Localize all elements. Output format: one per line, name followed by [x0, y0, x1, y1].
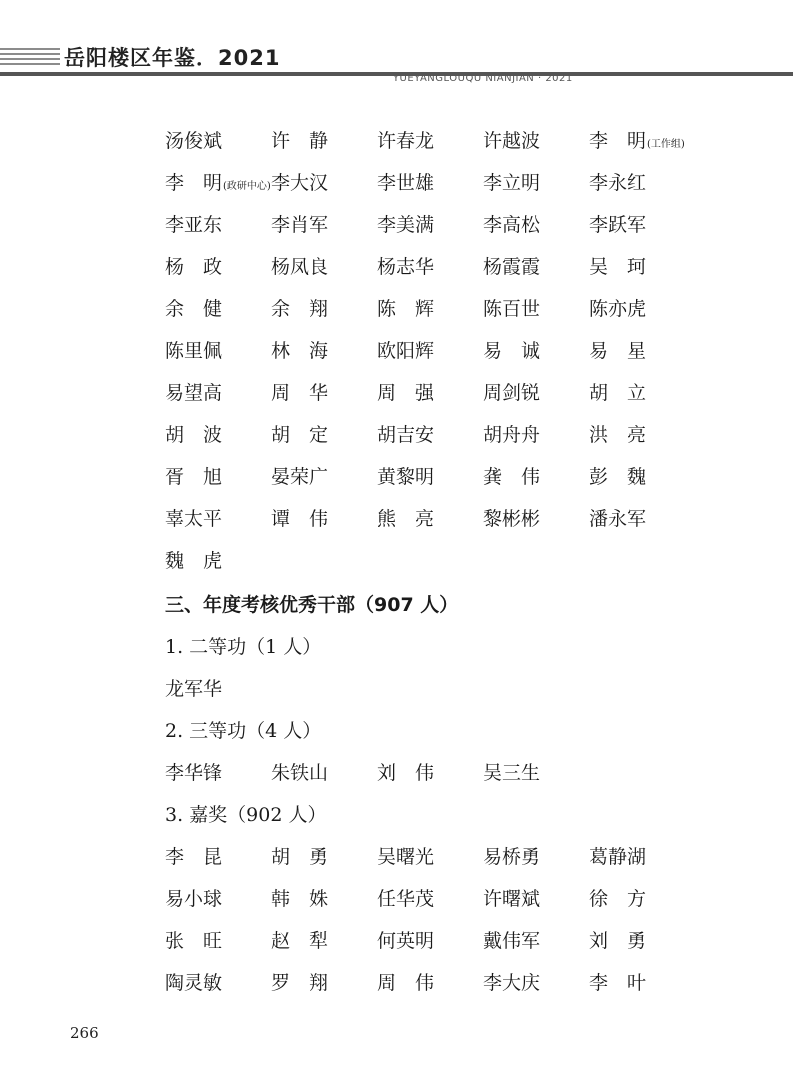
name-cell — [165, 414, 271, 456]
name-affiliation-note: (政研中心) — [223, 181, 271, 192]
name-row — [165, 246, 725, 288]
person-name: 易桥勇 — [483, 846, 541, 868]
name-row — [165, 372, 725, 414]
person-name: 张 旺 — [165, 930, 223, 952]
name-cell — [377, 120, 483, 162]
person-name: 李华锋 — [165, 762, 223, 784]
name-list-continued — [165, 120, 725, 582]
name-row — [165, 120, 725, 162]
person-name: 黎彬彬 — [483, 508, 541, 530]
person-name: 赵 犁 — [271, 930, 329, 952]
name-row — [165, 162, 725, 204]
person-name: 杨 政 — [165, 256, 223, 278]
person-name: 李立明 — [483, 172, 541, 194]
name-cell — [589, 878, 695, 920]
page-number: 266 — [70, 1024, 99, 1042]
person-name: 陈 辉 — [377, 298, 435, 320]
person-name: 刘 勇 — [589, 930, 647, 952]
name-cell — [483, 836, 589, 878]
name-cell — [483, 330, 589, 372]
person-name: 杨霞霞 — [483, 256, 541, 278]
person-name: 葛静湖 — [589, 846, 647, 868]
person-name: 任华茂 — [377, 888, 435, 910]
name-row — [165, 962, 725, 1004]
person-name: 余 翔 — [271, 298, 329, 320]
name-row — [165, 878, 725, 920]
person-name: 许越波 — [483, 130, 541, 152]
name-row — [165, 752, 725, 794]
person-name: 周 伟 — [377, 972, 435, 994]
name-cell — [377, 752, 483, 794]
name-cell — [589, 162, 695, 204]
person-name: 李美满 — [377, 214, 435, 236]
name-list-third-class-merit — [165, 752, 725, 794]
name-row — [165, 204, 725, 246]
person-name: 吴曙光 — [377, 846, 435, 868]
person-name: 易望高 — [165, 382, 223, 404]
person-name: 李大汉 — [271, 172, 329, 194]
person-name: 谭 伟 — [271, 508, 329, 530]
name-cell — [589, 246, 695, 288]
name-row — [165, 288, 725, 330]
name-cell — [165, 836, 271, 878]
name-cell — [483, 962, 589, 1004]
person-name: 许曙斌 — [483, 888, 541, 910]
name-cell — [377, 414, 483, 456]
person-name: 李 昆 — [165, 846, 223, 868]
person-name: 易小球 — [165, 888, 223, 910]
person-name: 胡吉安 — [377, 424, 435, 446]
name-cell — [483, 498, 589, 540]
person-name: 余 健 — [165, 298, 223, 320]
name-cell — [377, 920, 483, 962]
person-name: 黄黎明 — [377, 466, 435, 488]
name-cell — [271, 288, 377, 330]
name-cell — [165, 120, 271, 162]
name-cell — [271, 498, 377, 540]
person-name: 何英明 — [377, 930, 435, 952]
person-name: 李大庆 — [483, 972, 541, 994]
name-cell — [589, 330, 695, 372]
person-name: 陈亦虎 — [589, 298, 647, 320]
name-affiliation-note: (工作组) — [647, 139, 685, 150]
person-name: 徐 方 — [589, 888, 647, 910]
name-cell — [589, 288, 695, 330]
subsection-title-second-class-merit: 1. 二等功（1 人） — [165, 636, 322, 658]
name-cell — [483, 372, 589, 414]
person-name: 杨志华 — [377, 256, 435, 278]
name-cell — [165, 752, 271, 794]
person-name: 李肖军 — [271, 214, 329, 236]
name-cell — [271, 878, 377, 920]
person-name: 陶灵敏 — [165, 972, 223, 994]
name-cell — [165, 878, 271, 920]
name-cell — [483, 414, 589, 456]
name-cell — [165, 288, 271, 330]
person-name: 胥 旭 — [165, 466, 223, 488]
person-name: 吴 珂 — [589, 256, 647, 278]
name-cell — [377, 456, 483, 498]
subsection-title-commendation: 3. 嘉奖（902 人） — [165, 804, 327, 826]
name-row — [165, 836, 725, 878]
person-name: 吴三生 — [483, 762, 541, 784]
person-name: 欧阳辉 — [377, 340, 435, 362]
person-name: 胡 立 — [589, 382, 647, 404]
name-cell — [377, 962, 483, 1004]
name-cell — [271, 120, 377, 162]
person-name: 周 强 — [377, 382, 435, 404]
person-name: 彭 魏 — [589, 466, 647, 488]
section-title: 三、年度考核优秀干部（907 人） — [165, 594, 459, 616]
person-name: 林 海 — [271, 340, 329, 362]
person-name: 许春龙 — [377, 130, 435, 152]
name-cell — [271, 204, 377, 246]
name-cell — [165, 962, 271, 1004]
name-cell — [165, 372, 271, 414]
name-cell — [589, 456, 695, 498]
person-name: 龙军华 — [165, 678, 223, 700]
name-cell — [165, 668, 271, 710]
person-name: 戴伟军 — [483, 930, 541, 952]
name-cell — [483, 204, 589, 246]
name-row — [165, 668, 725, 710]
person-name: 陈百世 — [483, 298, 541, 320]
person-name: 李永红 — [589, 172, 647, 194]
name-cell — [165, 498, 271, 540]
name-cell — [271, 246, 377, 288]
person-name: 魏 虎 — [165, 550, 223, 572]
person-name: 朱铁山 — [271, 762, 329, 784]
header-stripes-decoration — [0, 48, 60, 68]
name-cell — [483, 246, 589, 288]
name-cell — [589, 372, 695, 414]
name-cell — [483, 456, 589, 498]
person-name: 李亚东 — [165, 214, 223, 236]
name-cell — [165, 204, 271, 246]
name-cell — [589, 836, 695, 878]
name-cell — [377, 246, 483, 288]
name-list-commendation — [165, 836, 725, 1004]
name-cell — [271, 330, 377, 372]
person-name: 易 星 — [589, 340, 647, 362]
name-cell — [589, 120, 695, 166]
name-cell — [271, 414, 377, 456]
name-cell — [377, 330, 483, 372]
name-cell — [483, 288, 589, 330]
person-name: 周 华 — [271, 382, 329, 404]
name-cell — [483, 920, 589, 962]
person-name: 易 诚 — [483, 340, 541, 362]
person-name: 龚 伟 — [483, 466, 541, 488]
person-name: 辜太平 — [165, 508, 223, 530]
name-cell — [165, 540, 271, 582]
header-subtitle: YUEYANGLOUQU NIANJIAN · 2021 — [392, 73, 573, 84]
page-content — [165, 120, 725, 1004]
name-cell — [377, 498, 483, 540]
name-cell — [377, 162, 483, 204]
name-cell — [589, 498, 695, 540]
person-name: 李高松 — [483, 214, 541, 236]
name-cell — [165, 330, 271, 372]
person-name: 李 叶 — [589, 972, 647, 994]
name-cell — [165, 162, 271, 208]
person-name: 陈里佩 — [165, 340, 223, 362]
name-cell — [483, 878, 589, 920]
person-name: 胡 勇 — [271, 846, 329, 868]
name-row — [165, 540, 725, 582]
name-row — [165, 456, 725, 498]
person-name: 熊 亮 — [377, 508, 435, 530]
person-name: 洪 亮 — [589, 424, 647, 446]
person-name: 李世雄 — [377, 172, 435, 194]
name-cell — [377, 836, 483, 878]
person-name: 晏荣广 — [271, 466, 329, 488]
person-name: 罗 翔 — [271, 972, 329, 994]
person-name: 杨凤良 — [271, 256, 329, 278]
name-cell — [589, 204, 695, 246]
name-cell — [271, 162, 377, 204]
subsection-title-third-class-merit: 2. 三等功（4 人） — [165, 720, 322, 742]
name-cell — [483, 120, 589, 162]
name-cell — [377, 204, 483, 246]
person-name: 刘 伟 — [377, 762, 435, 784]
person-name: 周剑锐 — [483, 382, 541, 404]
name-cell — [165, 246, 271, 288]
name-row — [165, 920, 725, 962]
header-title: 岳阳楼区年鉴．2021 — [64, 46, 281, 70]
name-cell — [377, 878, 483, 920]
name-cell — [165, 456, 271, 498]
name-cell — [271, 836, 377, 878]
person-name: 胡 定 — [271, 424, 329, 446]
name-cell — [589, 920, 695, 962]
name-cell — [271, 456, 377, 498]
person-name: 潘永军 — [589, 508, 647, 530]
person-name: 胡舟舟 — [483, 424, 541, 446]
person-name: 韩 姝 — [271, 888, 329, 910]
name-cell — [377, 372, 483, 414]
name-row — [165, 414, 725, 456]
name-cell — [483, 752, 589, 794]
running-header — [0, 40, 793, 90]
name-cell — [271, 752, 377, 794]
person-name: 许 静 — [271, 130, 329, 152]
name-cell — [589, 962, 695, 1004]
name-cell — [377, 288, 483, 330]
person-name: 汤俊斌 — [165, 130, 223, 152]
person-name: 李跃军 — [589, 214, 647, 236]
name-cell — [271, 962, 377, 1004]
name-row — [165, 330, 725, 372]
name-cell — [589, 414, 695, 456]
person-name: 李 明 — [165, 172, 223, 194]
name-cell — [165, 920, 271, 962]
name-cell — [483, 162, 589, 204]
name-row — [165, 498, 725, 540]
person-name: 李 明 — [589, 130, 647, 152]
person-name: 胡 波 — [165, 424, 223, 446]
name-cell — [271, 372, 377, 414]
name-list-second-class-merit — [165, 668, 725, 710]
name-cell — [271, 920, 377, 962]
